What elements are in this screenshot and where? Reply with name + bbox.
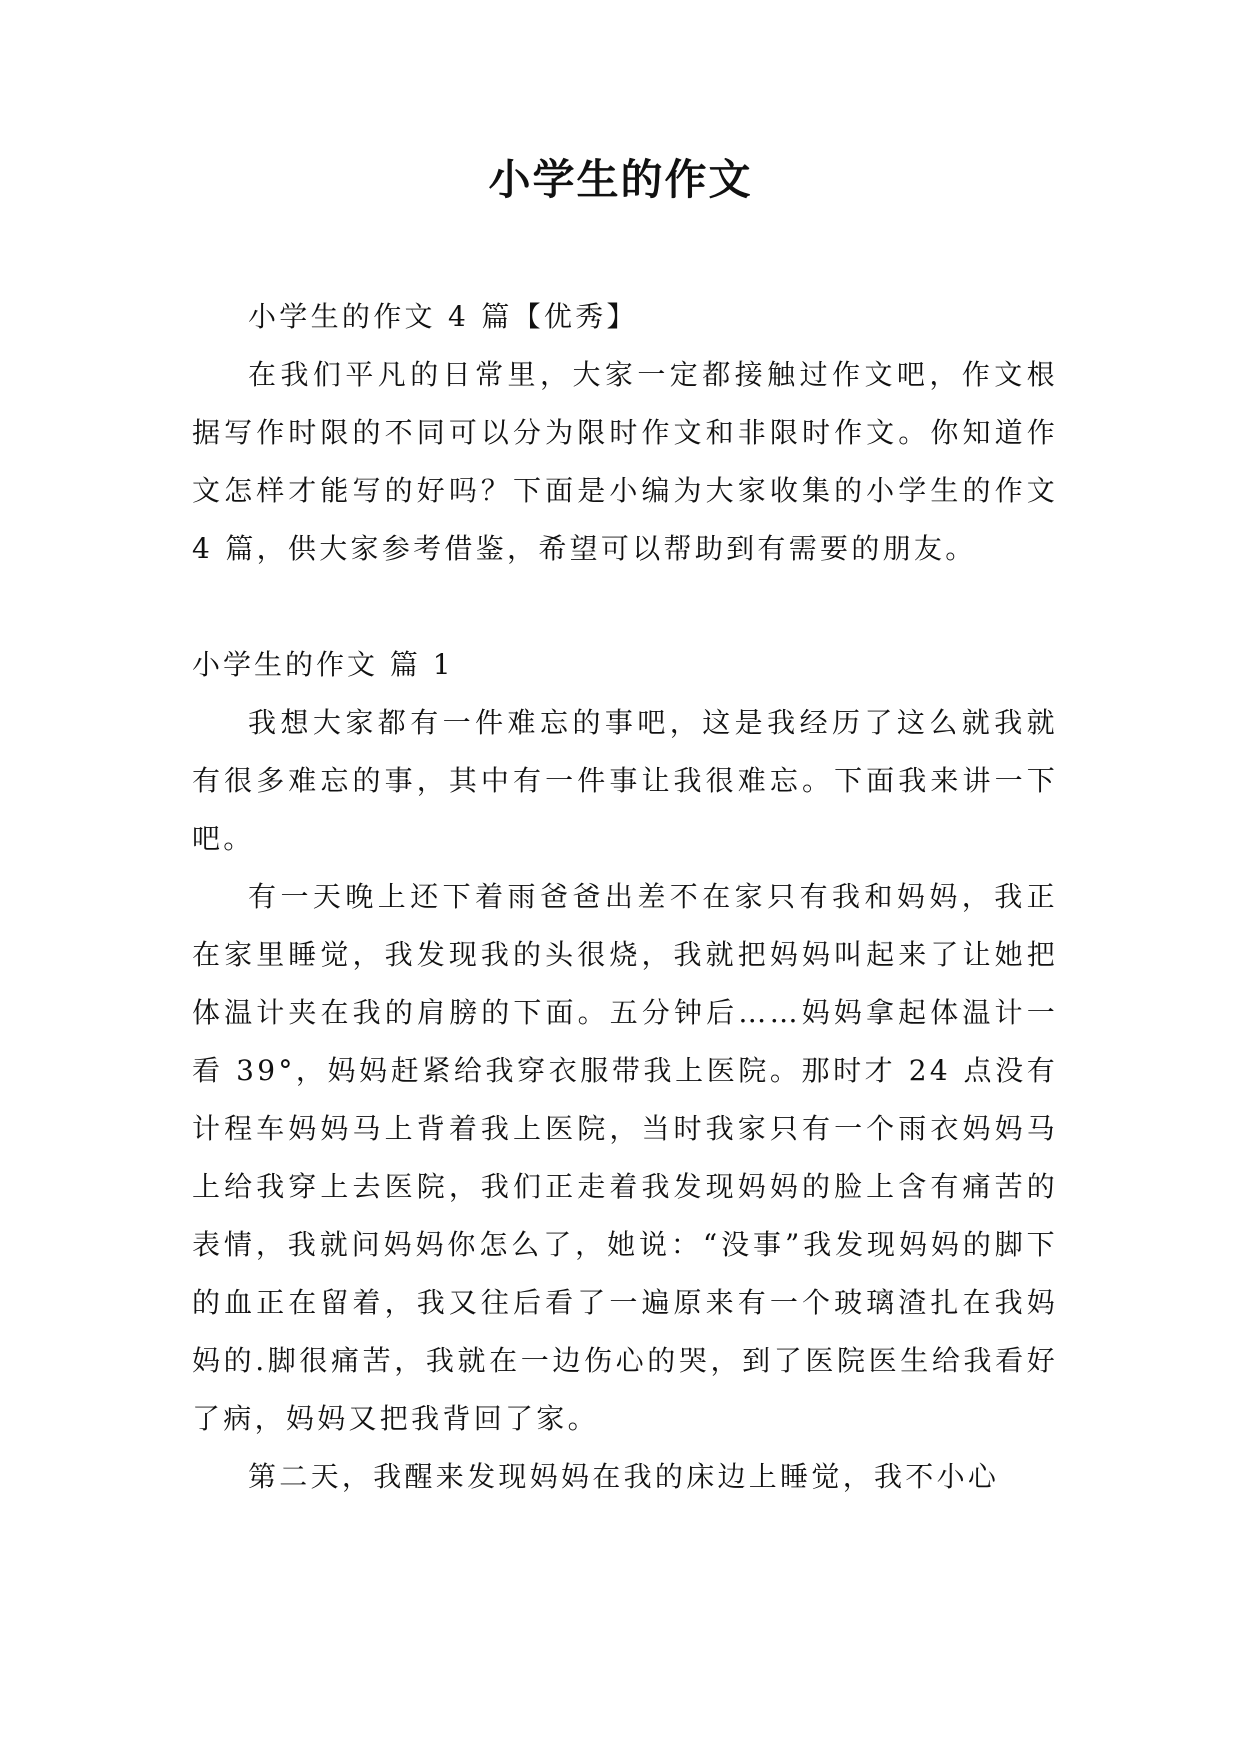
document-body [192, 288, 1058, 1506]
document-title: 小学生的作文 [488, 155, 753, 204]
body-paragraph: 有一天晚上还下着雨爸爸出差不在家只有我和妈妈，我正在家里睡觉，我发现我的头很烧，我就把妈妈叫起来了让她把体温计夹在我的肩膀的下面。五分钟后……妈妈拿起体温计一看 39°，妈妈赶紧给我穿衣服带我上医院。那时才 24 点没有计程车妈妈马上背着我上医院，当时我家只有一个雨衣妈妈马上给我穿上去医院，我们正走着我发现妈妈的脸上含有痛苦的表情，我就问妈妈你怎么了，她说：“没事”我发现妈妈的脚下的血正在留着，我又往后看了一遍原来有一个玻璃渣扎在我妈妈的.脚很痛苦，我就在一边伤心的哭，到了医院医生给我看好了病，妈妈又把我背回了家。 [192, 880, 1058, 1435]
section-heading: 小学生的作文 篇 1 [192, 648, 454, 681]
spacer [192, 578, 1058, 636]
body-paragraph: 我想大家都有一件难忘的事吧，这是我经历了这么就我就有很多难忘的事，其中有一件事让我很难忘。下面我来讲一下吧。 [192, 706, 1058, 855]
body-paragraph: 第二天，我醒来发现妈妈在我的床边上睡觉，我不小心 [248, 1460, 1000, 1493]
intro-paragraph: 在我们平凡的日常里，大家一定都接触过作文吧，作文根据写作时限的不同可以分为限时作文和非限时作文。你知道作文怎样才能写的好吗？下面是小编为大家收集的小学生的作文 4 篇，供大家参考借鉴，希望可以帮助到有需要的朋友。 [192, 358, 1058, 565]
document-subtitle: 小学生的作文 4 篇【优秀】 [248, 300, 638, 333]
